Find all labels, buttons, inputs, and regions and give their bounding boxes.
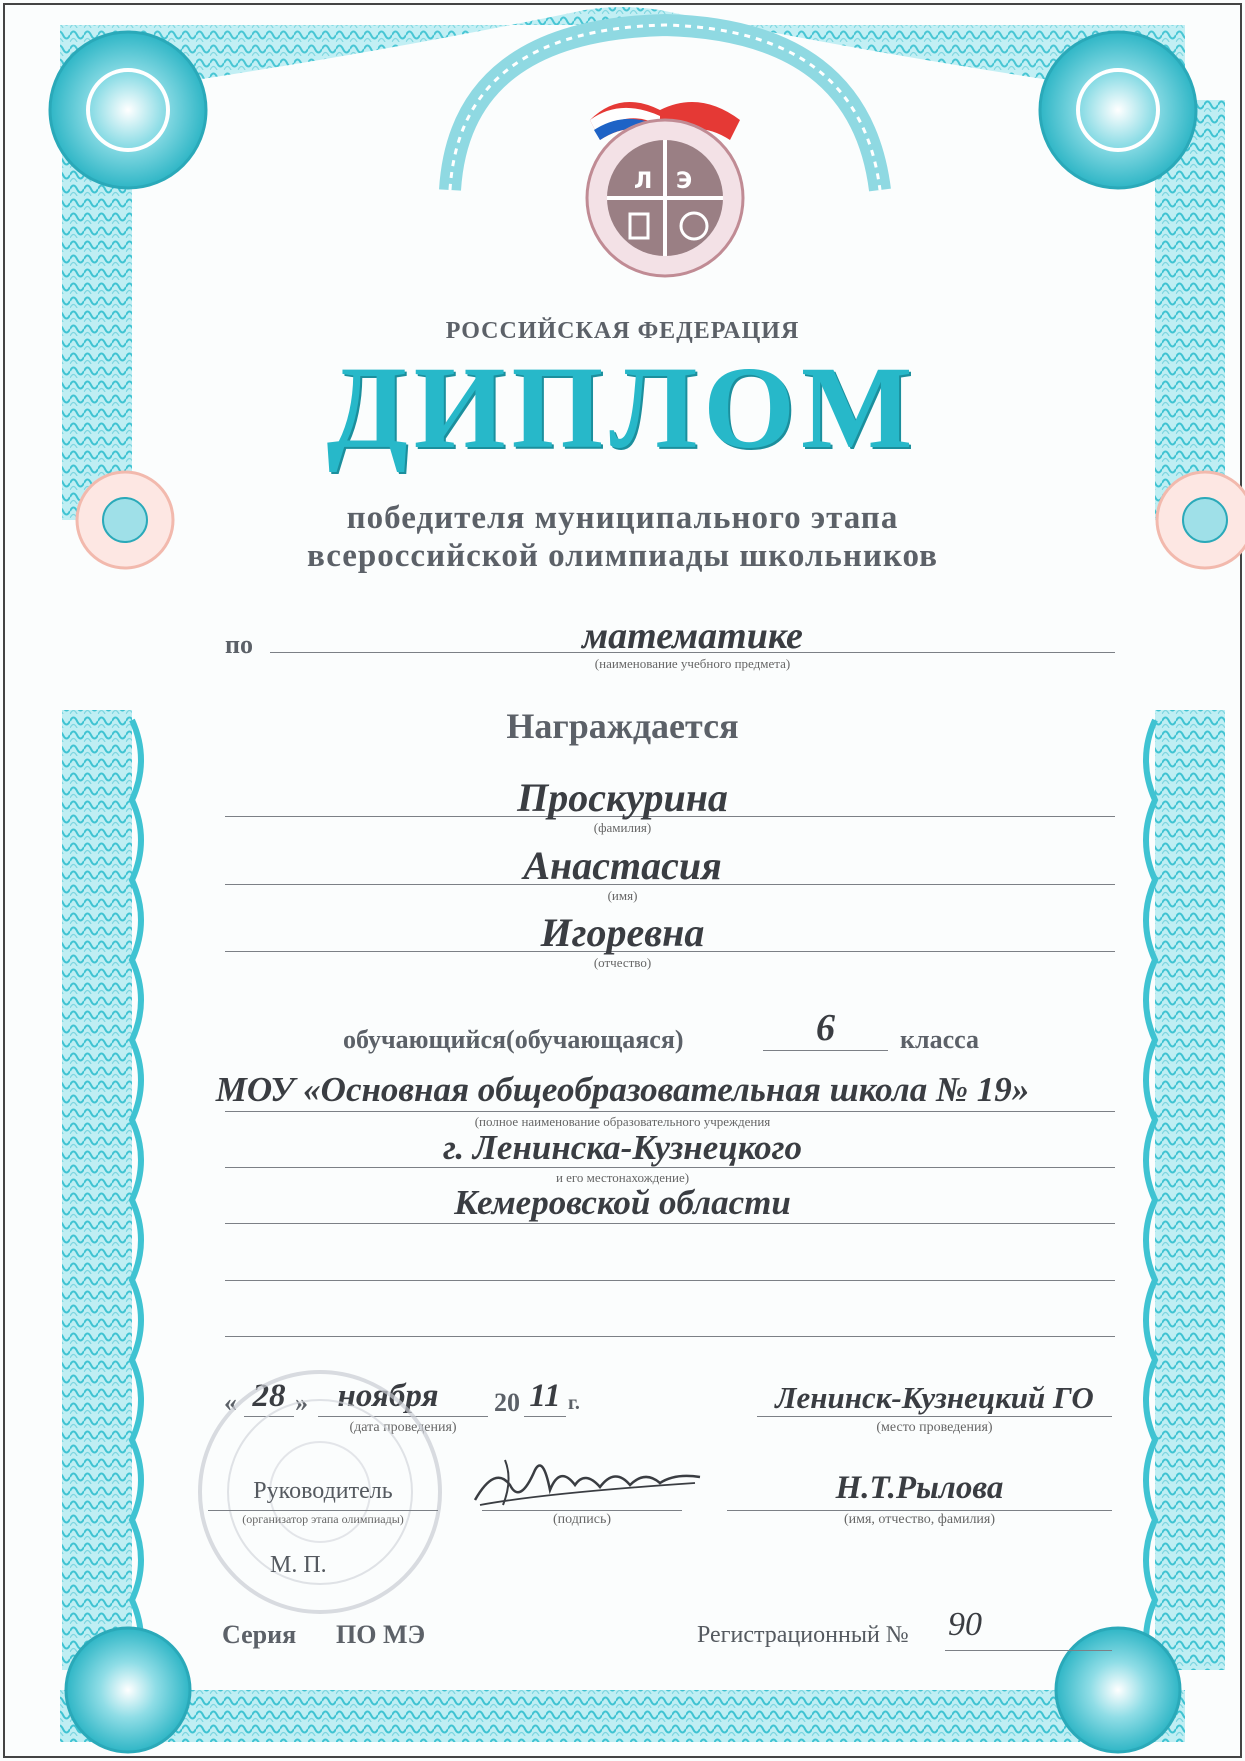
signer-name-caption: (имя, отчество, фамилия): [843, 1512, 996, 1527]
date-year-line: [524, 1416, 566, 1417]
diploma-subtitle-line1: победителя муниципального этапа: [346, 500, 899, 536]
signer-name: Н.Т.Рылова: [835, 1470, 1004, 1506]
signer-name-line: [727, 1510, 1112, 1511]
olympiad-emblem-icon: [560, 80, 770, 280]
registration-line: [945, 1650, 1112, 1651]
series-value: ПО МЭ: [336, 1620, 426, 1649]
place-caption: (место проведения): [876, 1420, 993, 1435]
grade-value: 6: [816, 1007, 835, 1049]
subject-value: математике: [582, 615, 803, 657]
subject-prefix: по: [225, 630, 253, 659]
place-value: Ленинск-Кузнецкий ГО: [775, 1380, 1094, 1415]
school-line3-value: Кемеровской области: [454, 1183, 791, 1222]
signature-role-line: [208, 1510, 438, 1511]
awarded-label: Награждается: [506, 706, 739, 746]
patronymic-caption: (отчество): [593, 955, 652, 970]
diploma-title: ДИПЛОМ: [326, 342, 919, 473]
date-month: ноября: [337, 1378, 439, 1414]
subject-caption: (наименование учебного предмета): [594, 656, 791, 671]
date-year-prefix: 20: [494, 1388, 520, 1417]
date-caption: (дата проведения): [349, 1420, 457, 1435]
school-line2-value: г. Ленинска-Кузнецкого: [442, 1128, 803, 1167]
svg-text:Э: Э: [676, 169, 693, 194]
signature-line: [482, 1510, 682, 1511]
place-line: [757, 1416, 1112, 1417]
blank-line2: [225, 1336, 1115, 1337]
country-title: РОССИЙСКАЯ ФЕДЕРАЦИЯ: [445, 318, 800, 344]
registration-label: Регистрационный №: [697, 1622, 909, 1648]
name-caption: (имя): [607, 888, 638, 903]
surname-value: Проскурина: [517, 775, 728, 820]
school-caption2: и его местонахождение): [555, 1170, 690, 1185]
school-line3: [225, 1223, 1115, 1224]
school-line1-value: МОУ «Основная общеобразовательная школа № 19»: [215, 1070, 1030, 1109]
svg-text:Л: Л: [634, 169, 653, 194]
patronymic-value: Игоревна: [540, 910, 705, 955]
blank-line1: [225, 1280, 1115, 1281]
stamp-place-label: М. П.: [270, 1552, 327, 1578]
signature-role: Руководитель: [253, 1478, 393, 1504]
school-caption1: (полное наименование образовательного учреждения: [474, 1114, 771, 1129]
date-year-suffix: 11: [529, 1378, 561, 1414]
registration-value: 90: [948, 1606, 982, 1643]
school-line1: [225, 1111, 1115, 1112]
grade-prefix: обучающийся(обучающаяся): [343, 1025, 684, 1054]
date-day: 28: [252, 1378, 286, 1414]
series-label: Серия: [222, 1620, 297, 1649]
date-quote-close: »: [295, 1388, 308, 1417]
date-quote-open: «: [224, 1388, 237, 1417]
name-value: Анастасия: [523, 843, 722, 888]
surname-caption: (фамилия): [593, 820, 652, 835]
diploma-subtitle-line2: всероссийской олимпиады школьников: [307, 538, 938, 574]
handwritten-signature-icon: [465, 1445, 710, 1520]
signature-caption: (подпись): [552, 1512, 612, 1527]
signature-role-caption: (организатор этапа олимпиады): [242, 1512, 404, 1526]
grade-line: [763, 1050, 888, 1051]
date-year-mark: г.: [568, 1392, 580, 1414]
grade-suffix: класса: [900, 1025, 979, 1054]
